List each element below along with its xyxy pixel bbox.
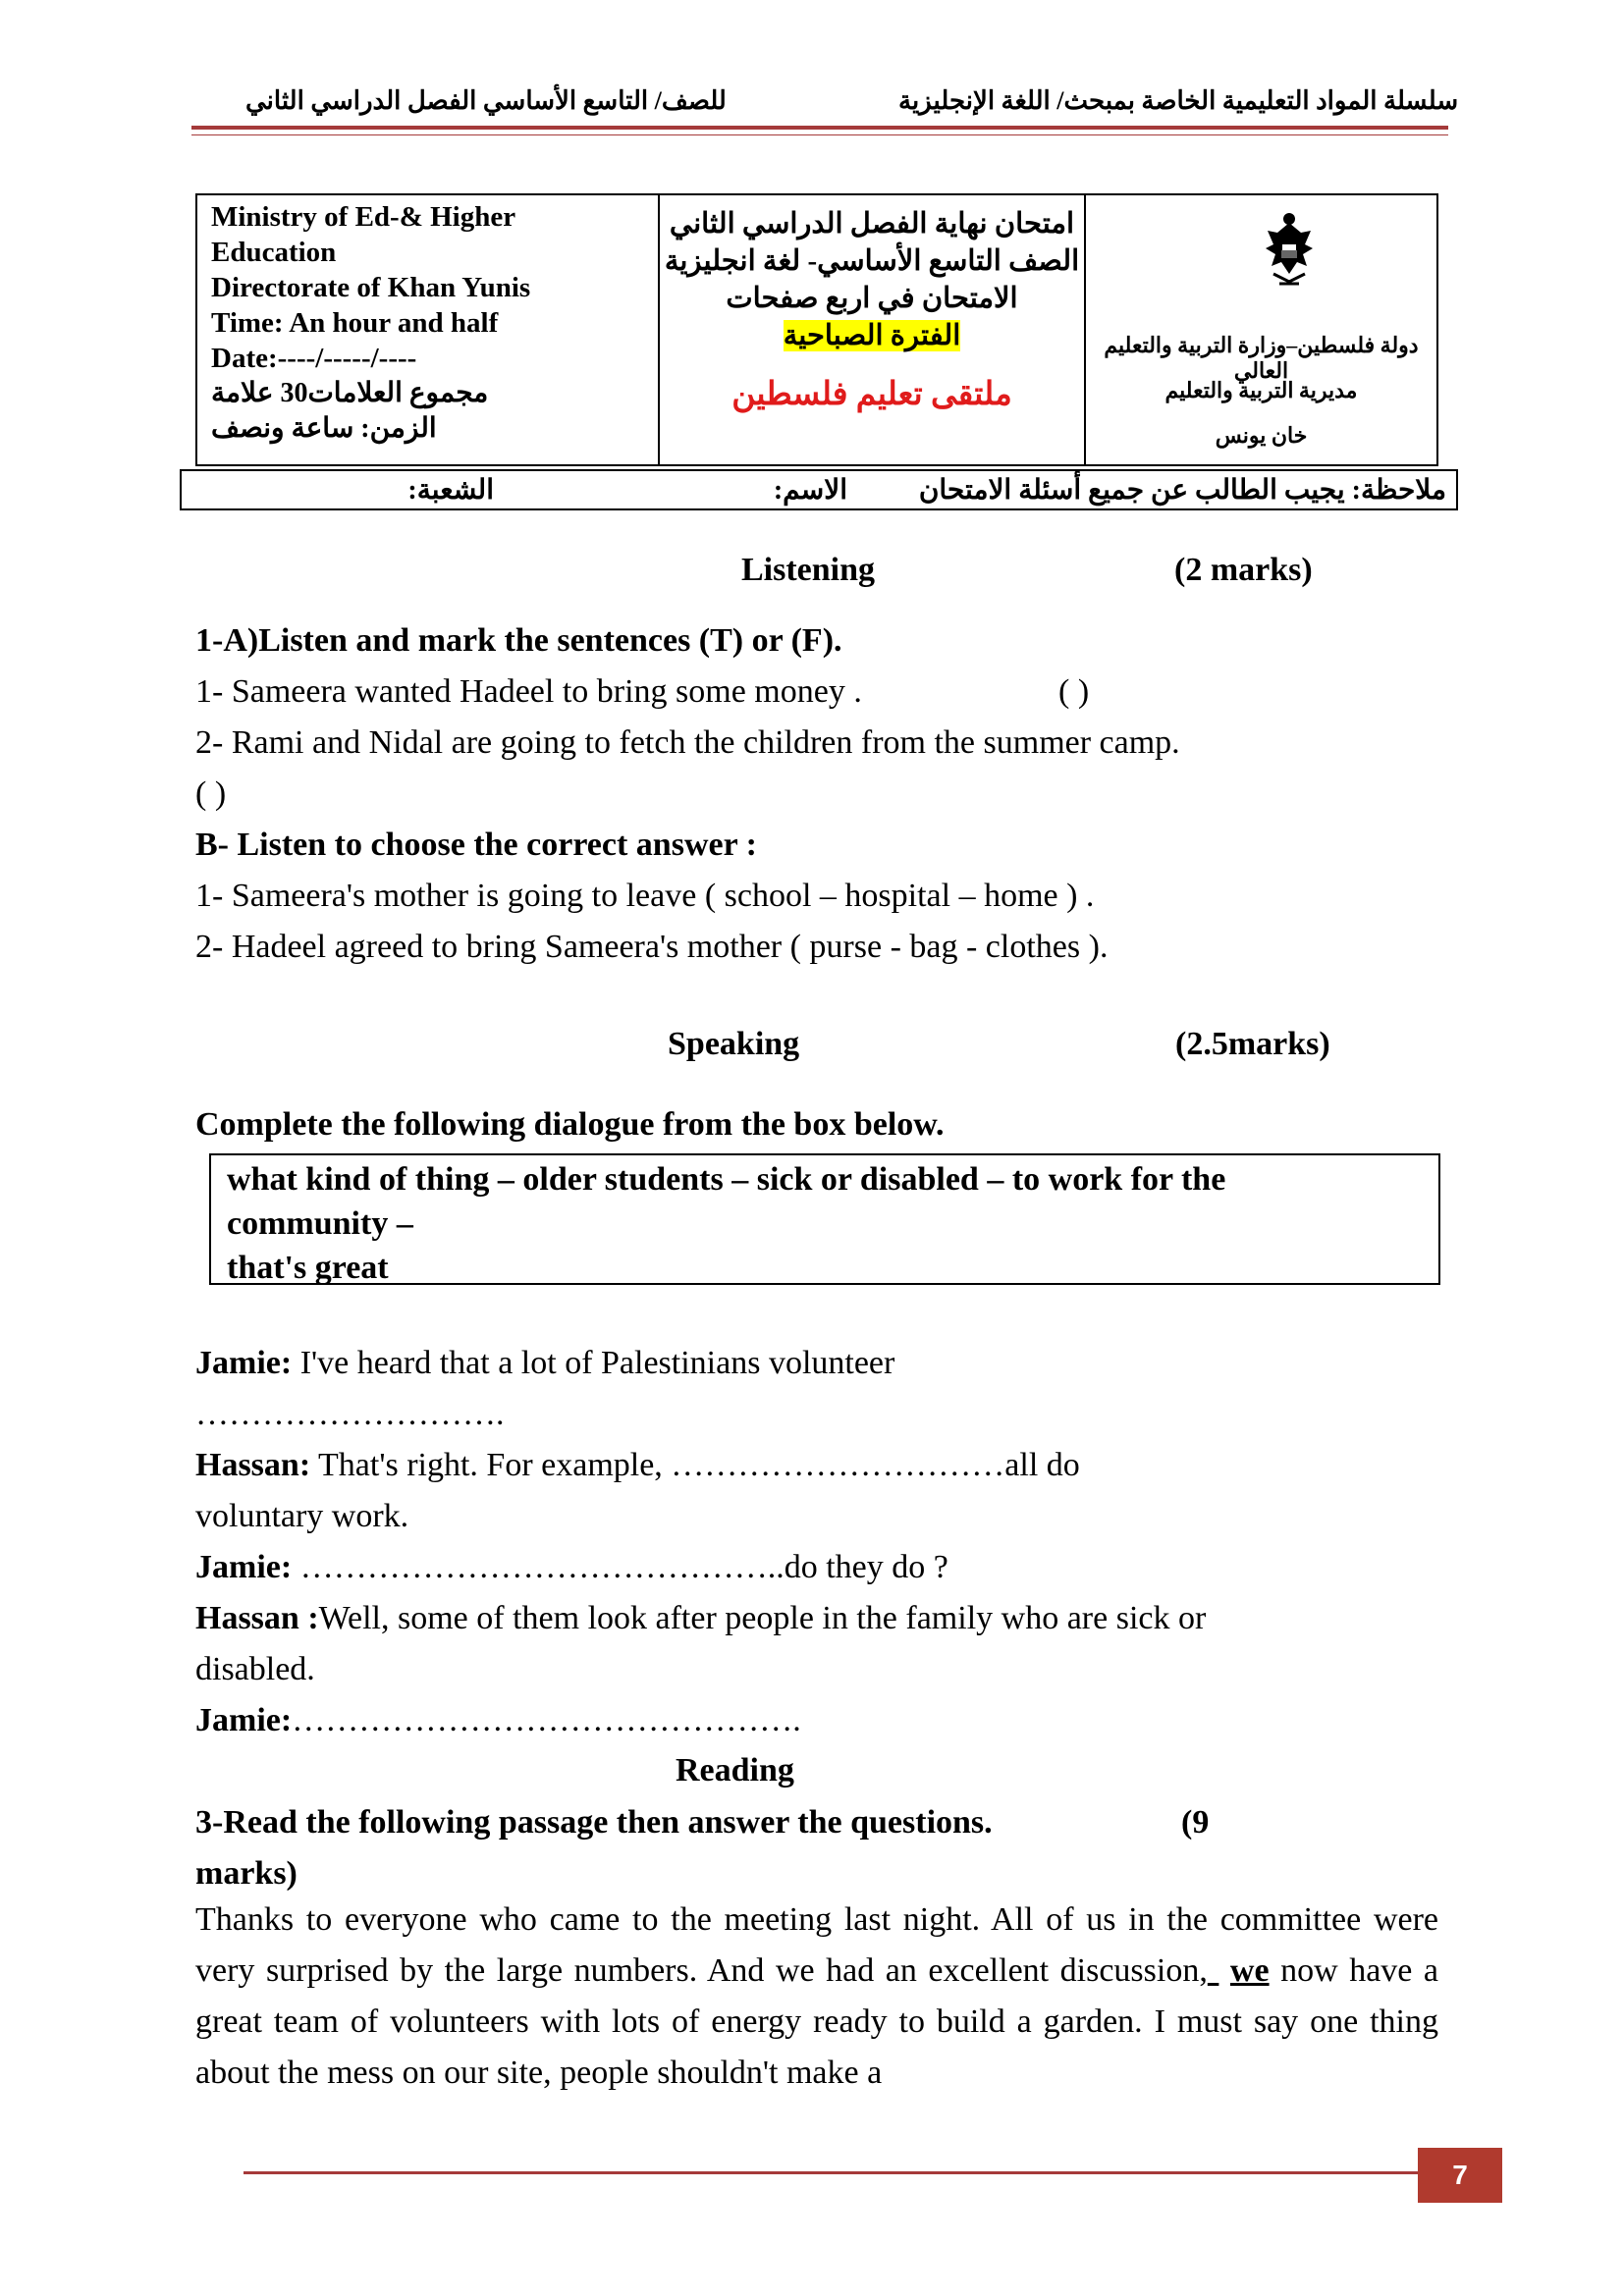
info-middle-cell xyxy=(659,194,1085,465)
word-box-line: community – xyxy=(227,1205,413,1242)
info-right-line: خان يونس xyxy=(1215,423,1308,448)
info-left-line: Time: An hour and half xyxy=(211,307,499,339)
student-section-label: الشعبة: xyxy=(407,475,494,506)
speaker: Jamie: xyxy=(195,1549,293,1585)
info-left-cell xyxy=(196,194,659,465)
watermark-red-text: ملتقى تعليم فلسطين xyxy=(731,377,1012,412)
info-left-line: Ministry of Ed-& Higher xyxy=(211,201,516,233)
question-1b-item-2: 2- Hadeel agreed to bring Sameera's mother ( purse - bag - clothes ). xyxy=(195,929,1109,965)
dialogue-line xyxy=(195,1344,894,1383)
answer-blank: ( ) xyxy=(1058,673,1090,710)
header-rule-thin xyxy=(191,134,1448,135)
header-left-text: للصف/ التاسع الأساسي الفصل الدراسي الثاني xyxy=(245,86,727,115)
exam-title-line: امتحان نهاية الفصل الدراسي الثاني xyxy=(669,208,1075,240)
exam-note: ملاحظة: يجيب الطالب عن جميع أسئلة الامتحان xyxy=(918,475,1446,506)
dialogue-line xyxy=(195,1446,1080,1485)
question-3-marks-cont: marks) xyxy=(195,1855,298,1892)
speaker: Jamie: xyxy=(195,1702,293,1738)
info-left-line: Directorate of Khan Yunis xyxy=(211,272,531,303)
palestine-emblem-icon xyxy=(1260,205,1319,294)
speaker: Jamie: xyxy=(195,1345,293,1381)
answer-blank: ( ) xyxy=(195,775,227,812)
info-right-line: دولة فلسطين–وزارة التربية والتعليم العالي xyxy=(1104,333,1419,383)
dialogue-text: ……………………………………..do they do ? xyxy=(292,1549,948,1585)
question-1b-item-1: 1- Sameera's mother is going to leave ( school – hospital – home ) . xyxy=(195,878,1095,914)
time-ar: الزمن: ساعة ونصف xyxy=(211,413,437,444)
speaking-marks: (2.5marks) xyxy=(1175,1026,1330,1062)
student-note-row xyxy=(180,469,1458,510)
dialogue-line xyxy=(195,1701,801,1740)
listening-marks: (2 marks) xyxy=(1174,552,1313,588)
question-1b: B- Listen to choose the correct answer : xyxy=(195,827,757,863)
dialogue-line xyxy=(195,1599,1206,1638)
total-marks-ar: مجموع العلامات30 علامة xyxy=(211,378,489,408)
student-name-label: الاسم: xyxy=(773,475,847,506)
dialogue-text: disabled. xyxy=(195,1651,315,1687)
dialogue-line xyxy=(195,1548,948,1587)
question-1a-item-1: 1- Sameera wanted Hadeel to bring some money . xyxy=(195,673,862,710)
reading-title: Reading xyxy=(676,1752,794,1789)
passage-underlined-word: we xyxy=(1229,1952,1270,1989)
question-3: 3-Read the following passage then answer the questions. xyxy=(195,1804,993,1841)
listening-title: Listening xyxy=(741,552,876,588)
info-left-line: Date:----/-----/---- xyxy=(211,343,417,374)
exam-info-table xyxy=(195,193,1438,466)
dialogue-line xyxy=(195,1395,505,1434)
passage-text: now have a great team of volunteers with lots of energy ready to build a garden. I must say one thing about the mess on our site, people shouldn't make a xyxy=(195,1952,1439,2091)
exam-title-line: الامتحان في اربع صفحات xyxy=(726,283,1018,314)
exam-title-line: الصف التاسع الأساسي- لغة انجليزية xyxy=(664,245,1080,277)
dialogue-text: ………………………………………. xyxy=(292,1702,801,1738)
speaker: Hassan: xyxy=(195,1447,311,1483)
info-right-line: مديرية التربية والتعليم xyxy=(1164,378,1358,402)
reading-passage xyxy=(195,1895,1438,2099)
question-1a: 1-A)Listen and mark the sentences (T) or (F). xyxy=(195,622,842,659)
dialogue-text: Well, some of them look after people in the family who are sick or xyxy=(318,1600,1207,1636)
question-1a-item-2: 2- Rami and Nidal are going to fetch the children from the summer camp. xyxy=(195,724,1180,761)
passage-text: Thanks to everyone who came to the meeting last night. All of us in the committee were very surprised by the large numbers. And we had an excellent discussion, xyxy=(195,1901,1438,1989)
dialogue-line xyxy=(195,1650,315,1689)
dialogue-line xyxy=(195,1497,408,1536)
word-box-line: what kind of thing – older students – sick or disabled – to work for the xyxy=(227,1161,1226,1198)
speaker: Hassan : xyxy=(195,1600,319,1636)
info-right-cell xyxy=(1085,194,1437,465)
dialogue-text: voluntary work. xyxy=(195,1498,409,1534)
dialogue-text: I've heard that a lot of Palestinians volunteer xyxy=(292,1345,895,1381)
header-rule-thick xyxy=(191,126,1448,130)
info-left-line: Education xyxy=(211,237,337,268)
speaking-instruction: Complete the following dialogue from the box below. xyxy=(195,1106,945,1143)
question-3-marks: (9 xyxy=(1181,1804,1210,1841)
header-right-text: سلسلة المواد التعليمية الخاصة بمبحث/ اللغة الإنجليزية xyxy=(898,86,1459,115)
footer-rule xyxy=(244,2171,1418,2174)
morning-period-highlight: الفترة الصباحية xyxy=(783,320,961,351)
speaking-title: Speaking xyxy=(668,1026,800,1062)
word-box xyxy=(209,1153,1440,1285)
dialogue-text: That's right. For example, …………………………all do xyxy=(310,1447,1080,1483)
page-number: 7 xyxy=(1418,2148,1502,2203)
dialogue-text: ………………………. xyxy=(195,1396,505,1432)
word-box-line: that's great xyxy=(227,1250,389,1286)
